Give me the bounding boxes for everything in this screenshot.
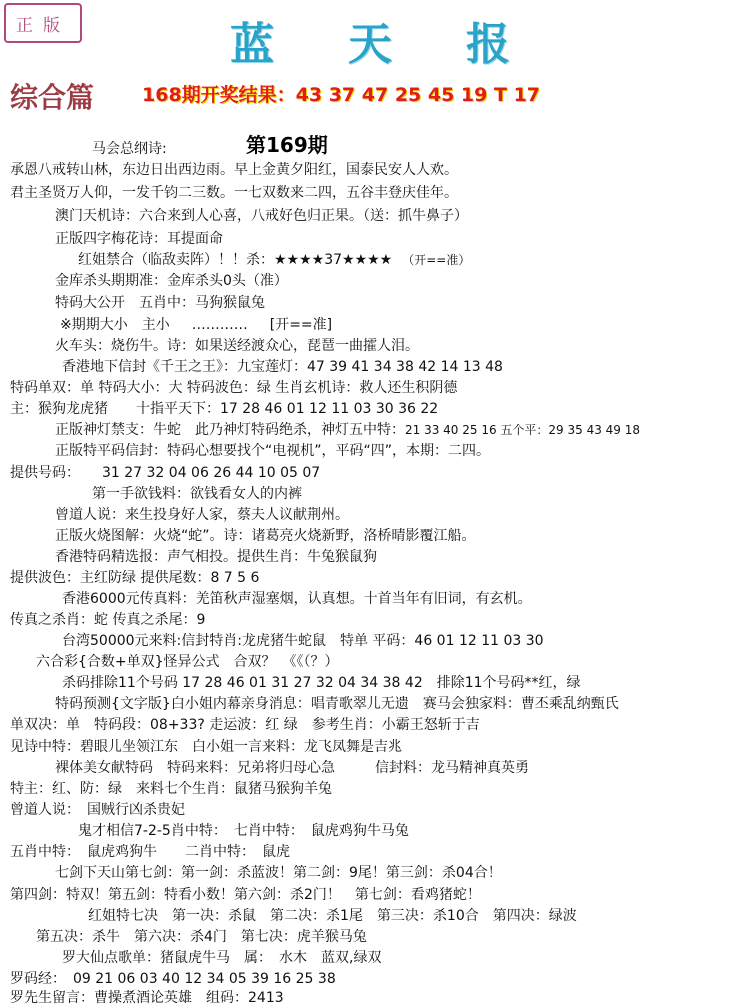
- text-segment: 红姐禁合（临敌卖阵）！！杀：★★★★37★★★★: [78, 252, 393, 268]
- text-line: 第五决：杀牛 第六决：杀4门 第七决：虎羊猴马兔: [36, 929, 367, 945]
- text-line: 杀码排除11个号码 17 28 46 01 31 27 32 04 34 38 42 排除11个号码**红，绿: [62, 675, 581, 691]
- text-segment: 正版神灯禁支：牛蛇 此乃神灯特码绝杀，神灯五中特：: [55, 422, 405, 438]
- masthead-char-1: 蓝: [230, 19, 274, 70]
- text-line: 金库杀头期期准：金库杀头0头（准）: [55, 273, 288, 289]
- text-line: 君主圣贤万人仰，一发千钧二三数。一七双数来二四，五谷丰登庆佳年。: [10, 185, 458, 201]
- masthead-char-2: 天: [348, 19, 392, 70]
- text-line: 见诗中特：碧眼儿坐领江东 白小姐一言来料：龙飞凤舞是吉兆: [10, 739, 402, 755]
- text-segment: [开==准]: [269, 317, 333, 333]
- text-line: 曾道人说：来生投身好人家，蔡夫人议献荆州。: [55, 507, 349, 523]
- text-line: 六合彩{合数+单双}怪异公式 合双？ 《《（？）: [36, 654, 339, 670]
- text-line: 香港地下信封《千王之王》：九宝莲灯：47 39 41 34 38 42 14 13 48: [62, 359, 503, 375]
- text-line: 正版四字梅花诗：耳提面命: [55, 231, 223, 247]
- text-line: 提供波色：主红防绿 提供尾数：8 7 5 6: [10, 570, 260, 586]
- text-line: [55, 421, 640, 439]
- text-line: 传真之杀肖：蛇 传真之杀尾：9: [10, 612, 206, 628]
- text-line: 特码单双：单 特码大小：大 特码波色：绿 生肖玄机诗：救人还生积阴德: [10, 380, 458, 396]
- text-line: 罗码经： 09 21 06 03 40 12 34 05 39 16 25 38: [10, 971, 336, 987]
- text-line: 红姐特七决 第一决：杀鼠 第二决：杀1尾 第三决：杀10合 第四决：绿波: [88, 908, 577, 924]
- text-line: 特码预测{文字版}白小姐内幕亲身消息：唱青歌翠儿无遗 赛马会独家料：曹丕乘乱纳甄氏: [55, 696, 619, 712]
- text-segment: …………: [191, 317, 248, 333]
- text-line: [10, 464, 320, 482]
- text-line: 澳门天机诗：六合来到人心喜，八戒好色归正果。（送：抓牛鼻子）: [55, 208, 468, 224]
- text-line: 第四剑：特双！第五剑：特看小数！第六剑：杀2门！ 第七剑：看鸡猪蛇！: [10, 887, 481, 903]
- text-line: [55, 759, 529, 777]
- text-line: 特主：红、防：绿 来料七个生肖：鼠猪马猴狗羊兔: [10, 781, 332, 797]
- text-segment: 裸体美女献特码 特码来料：兄弟将归母心急: [55, 760, 335, 776]
- text-segment: 提供号码：: [10, 465, 80, 481]
- text-line: 曾道人说： 国贼行凶杀贵妃: [10, 802, 185, 818]
- text-line: 正版特平码信封：特码心想要找个“电视机”，平码“四”，本期：二四。: [55, 443, 491, 459]
- text-segment: 信封料：龙马精神真英勇: [375, 760, 529, 776]
- text-line: 第一手欲钱料：欲钱看女人的内裤: [92, 486, 302, 502]
- draw-result-banner: 168期开奖结果：43 37 47 25 45 19 T 17: [142, 84, 541, 106]
- text-line: 七剑下天山第七剑：第一剑：杀蓝波！第二剑：9尾！第三剑：杀04合！: [55, 865, 502, 881]
- text-line: 单双决：单 特码段：08+33? 走运波：红 绿 参考生肖：小霸王怒斩于吉: [10, 717, 480, 733]
- issue-number: 第169期: [246, 133, 328, 157]
- text-line: 五肖中特： 鼠虎鸡狗牛 二肖中特： 鼠虎: [10, 844, 290, 860]
- text-segment: 31 27 32 04 06 26 44 10 05 07: [102, 465, 321, 481]
- text-line: 鬼才相信7-2-5肖中特： 七肖中特： 鼠虎鸡狗牛马兔: [78, 823, 409, 839]
- masthead-title: [230, 10, 510, 70]
- text-segment: 21 33 40 25 16 五个平：29 35 43 49 18: [405, 423, 641, 437]
- text-segment: （开==准）: [402, 253, 471, 267]
- masthead-char-3: 报: [466, 19, 510, 70]
- text-line: 火车头：烧伤牛。诗：如果送经渡众心，琵琶一曲攉人泪。: [55, 338, 419, 354]
- text-line: 香港特码精选报：声气相投。提供生肖：牛兔猴鼠狗: [55, 549, 377, 565]
- text-line: 罗大仙点歌单：猪鼠虎牛马 属： 水木 蓝双,绿双: [62, 950, 382, 966]
- text-line: 主：猴狗龙虎猪 十指平天下：17 28 46 01 12 11 03 30 36 22: [10, 401, 439, 417]
- text-line: 马会总纲诗:: [92, 141, 167, 157]
- section-title: 综合篇: [10, 81, 95, 114]
- text-line: 台湾50000元来料:信封特肖:龙虎猪牛蛇鼠 特单 平码：46 01 12 11 03 30: [62, 633, 544, 649]
- text-line: 承恩八戒转山林，东边日出西边雨。早上金黄夕阳红，国泰民安人人欢。: [10, 162, 458, 178]
- text-segment: ※期期大小 主小: [60, 317, 170, 333]
- genuine-edition-badge: 正版: [4, 3, 82, 43]
- text-line: 正版火烧图解：火烧“蛇”。诗：诸葛亮火烧新野，洛桥晴影覆江船。: [55, 528, 476, 544]
- text-line: [78, 251, 470, 269]
- text-line: [60, 316, 332, 334]
- text-line: 特码大公开 五肖中：马狗猴鼠兔: [55, 295, 265, 311]
- text-line: 罗先生留言：曹操煮酒论英雄 组码：2413: [10, 990, 284, 1006]
- text-line: 香港6000元传真料：羌笛秋声湿塞烟，认真想。十首当年有旧词，有玄机。: [62, 591, 532, 607]
